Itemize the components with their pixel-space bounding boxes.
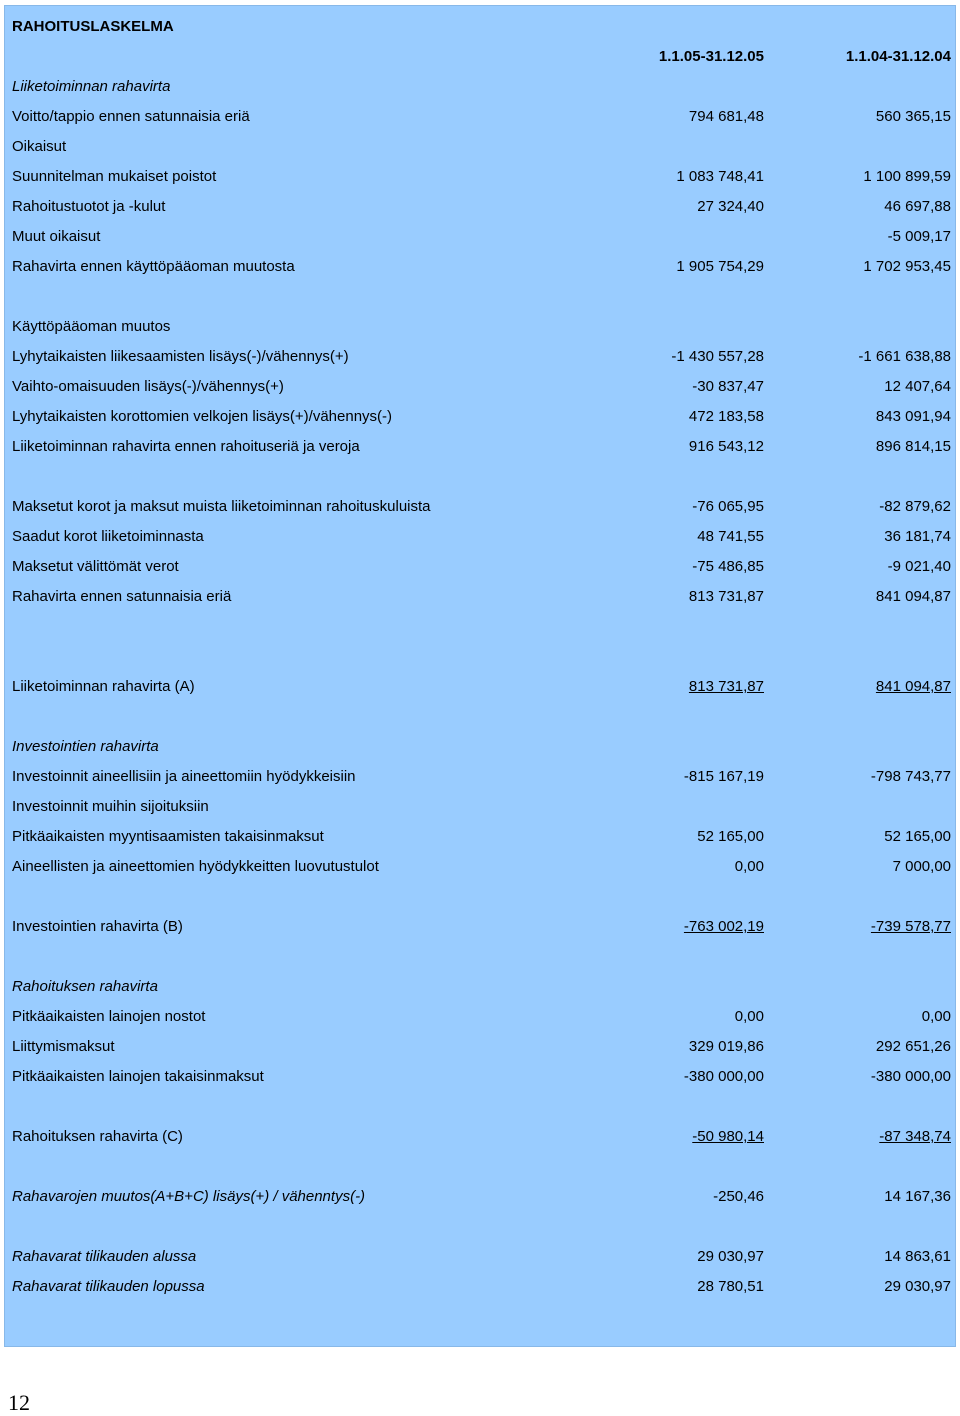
table-row	[5, 822, 957, 852]
value-2005: -75 486,85	[692, 558, 764, 575]
value-2004: 14 863,61	[884, 1248, 951, 1265]
row-label: Rahavarat tilikauden lopussa	[12, 1278, 205, 1295]
value-2004: -87 348,74	[879, 1128, 951, 1145]
value-2004: -9 021,40	[887, 558, 951, 575]
table-row	[5, 1002, 957, 1032]
value-2005: 1 083 748,41	[676, 168, 764, 185]
table-row	[5, 492, 957, 522]
row-label: Rahoituksen rahavirta (C)	[12, 1128, 183, 1145]
table-row	[5, 762, 957, 792]
value-2005: 29 030,97	[697, 1248, 764, 1265]
row-label: Rahoitustuotot ja -kulut	[12, 198, 166, 215]
row-label: Investointien rahavirta (B)	[12, 918, 183, 935]
row-label: Pitkäaikaisten lainojen takaisinmaksut	[12, 1068, 264, 1085]
value-2005: 329 019,86	[688, 1038, 764, 1055]
change-in-cash-row	[5, 1182, 957, 1212]
row-label: Rahavirta ennen satunnaisia eriä	[12, 588, 232, 605]
section-heading-financing	[5, 972, 957, 1002]
value-2004: -798 743,77	[870, 768, 951, 785]
value-2005: 0,00	[734, 1008, 764, 1025]
value-2005: 1 905 754,29	[676, 258, 764, 275]
table-row	[5, 432, 957, 462]
value-2004: 292 651,26	[875, 1038, 951, 1055]
row-label: Maksetut korot ja maksut muista liiketoiminnan rahoituskuluista	[12, 498, 431, 515]
row-label: Käyttöpääoman muutos	[12, 318, 171, 335]
value-2005: 28 780,51	[697, 1278, 764, 1295]
column-header-2004: 1.1.04-31.12.04	[845, 48, 951, 65]
value-2005: -50 980,14	[692, 1128, 764, 1145]
total-row-investing	[5, 912, 957, 942]
row-label: Liiketoiminnan rahavirta (A)	[12, 678, 195, 695]
value-2004: 560 365,15	[875, 108, 951, 125]
section-heading-operating	[5, 72, 957, 102]
cash-beginning-row	[5, 1242, 957, 1272]
table-row	[5, 522, 957, 552]
value-2005: 813 731,87	[688, 678, 764, 695]
row-label: Muut oikaisut	[12, 228, 101, 245]
value-2004: 12 407,64	[884, 378, 951, 395]
value-2005: 27 324,40	[697, 198, 764, 215]
row-label: Pitkäaikaisten myyntisaamisten takaisinmaksut	[12, 828, 324, 845]
value-2004: -5 009,17	[887, 228, 951, 245]
value-2004: -1 661 638,88	[858, 348, 951, 365]
row-label: Suunnitelman mukaiset poistot	[12, 168, 217, 185]
value-2004: -739 578,77	[870, 918, 951, 935]
row-label: Rahavarojen muutos(A+B+C) lisäys(+) / vähenntys(-)	[12, 1188, 366, 1205]
value-2004: 0,00	[921, 1008, 951, 1025]
row-label: Lyhytaikaisten liikesaamisten lisäys(-)/vähennys(+)	[12, 348, 349, 365]
value-2004: 52 165,00	[884, 828, 951, 845]
value-2005: -30 837,47	[692, 378, 764, 395]
row-label: Investointien rahavirta	[12, 738, 159, 755]
value-2004: 843 091,94	[875, 408, 951, 425]
table-row	[5, 132, 957, 162]
table-row	[5, 252, 957, 282]
total-row-operating	[5, 672, 957, 702]
value-2005: 794 681,48	[688, 108, 764, 125]
row-label: Liiketoiminnan rahavirta ennen rahoituseriä ja veroja	[12, 438, 360, 455]
value-2005: -815 167,19	[683, 768, 764, 785]
row-label: Maksetut välittömät verot	[12, 558, 179, 575]
value-2004: 841 094,87	[875, 588, 951, 605]
cash-end-row	[5, 1272, 957, 1302]
table-row	[5, 222, 957, 252]
table-row	[5, 1032, 957, 1062]
value-2004: -82 879,62	[879, 498, 951, 515]
table-row	[5, 312, 957, 342]
row-label: Liittymismaksut	[12, 1038, 115, 1055]
table-row	[5, 402, 957, 432]
value-2005: 916 543,12	[688, 438, 764, 455]
value-2005: 813 731,87	[688, 588, 764, 605]
value-2005: -250,46	[713, 1188, 764, 1205]
value-2005: 0,00	[734, 858, 764, 875]
row-label: Voitto/tappio ennen satunnaisia eriä	[12, 108, 250, 125]
value-2005: -1 430 557,28	[671, 348, 764, 365]
table-row	[5, 1062, 957, 1092]
row-label: Investoinnit aineellisiin ja aineettomiin hyödykkeisiin	[12, 768, 356, 785]
value-2004: 36 181,74	[884, 528, 951, 545]
value-2004: 46 697,88	[884, 198, 951, 215]
statement-title: RAHOITUSLASKELMA	[12, 18, 174, 35]
table-row	[5, 552, 957, 582]
row-label: Lyhytaikaisten korottomien velkojen lisäys(+)/vähennys(-)	[12, 408, 393, 425]
financing-statement-panel	[4, 5, 956, 1347]
row-label: Liiketoiminnan rahavirta	[12, 78, 171, 95]
value-2005: -380 000,00	[683, 1068, 764, 1085]
table-row	[5, 192, 957, 222]
row-label: Vaihto-omaisuuden lisäys(-)/vähennys(+)	[12, 378, 284, 395]
value-2004: 1 702 953,45	[863, 258, 951, 275]
table-row	[5, 102, 957, 132]
row-label: Rahoituksen rahavirta	[12, 978, 158, 995]
column-header-2005: 1.1.05-31.12.05	[658, 48, 764, 65]
column-header-row	[5, 42, 957, 72]
row-label: Saadut korot liiketoiminnasta	[12, 528, 204, 545]
value-2005: 48 741,55	[697, 528, 764, 545]
value-2004: 29 030,97	[884, 1278, 951, 1295]
table-row	[5, 852, 957, 882]
row-label: Rahavirta ennen käyttöpääoman muutosta	[12, 258, 295, 275]
value-2004: 896 814,15	[875, 438, 951, 455]
statement-title-row	[5, 12, 957, 42]
row-label: Oikaisut	[12, 138, 67, 155]
value-2004: 7 000,00	[892, 858, 951, 875]
row-label: Rahavarat tilikauden alussa	[12, 1248, 197, 1265]
value-2004: -380 000,00	[870, 1068, 951, 1085]
table-row	[5, 792, 957, 822]
value-2005: 52 165,00	[697, 828, 764, 845]
value-2005: 472 183,58	[688, 408, 764, 425]
table-row	[5, 372, 957, 402]
value-2004: 1 100 899,59	[863, 168, 951, 185]
value-2004: 841 094,87	[875, 678, 951, 695]
table-row	[5, 342, 957, 372]
row-label: Investoinnit muihin sijoituksiin	[12, 798, 209, 815]
row-label: Aineellisten ja aineettomien hyödykkeitten luovutustulot	[12, 858, 379, 875]
row-label: Pitkäaikaisten lainojen nostot	[12, 1008, 206, 1025]
page-number: 12	[8, 1390, 30, 1415]
table-row	[5, 162, 957, 192]
value-2005: -76 065,95	[692, 498, 764, 515]
value-2004: 14 167,36	[884, 1188, 951, 1205]
total-row-financing	[5, 1122, 957, 1152]
section-heading-investing	[5, 732, 957, 762]
value-2005: -763 002,19	[683, 918, 764, 935]
table-row	[5, 582, 957, 612]
